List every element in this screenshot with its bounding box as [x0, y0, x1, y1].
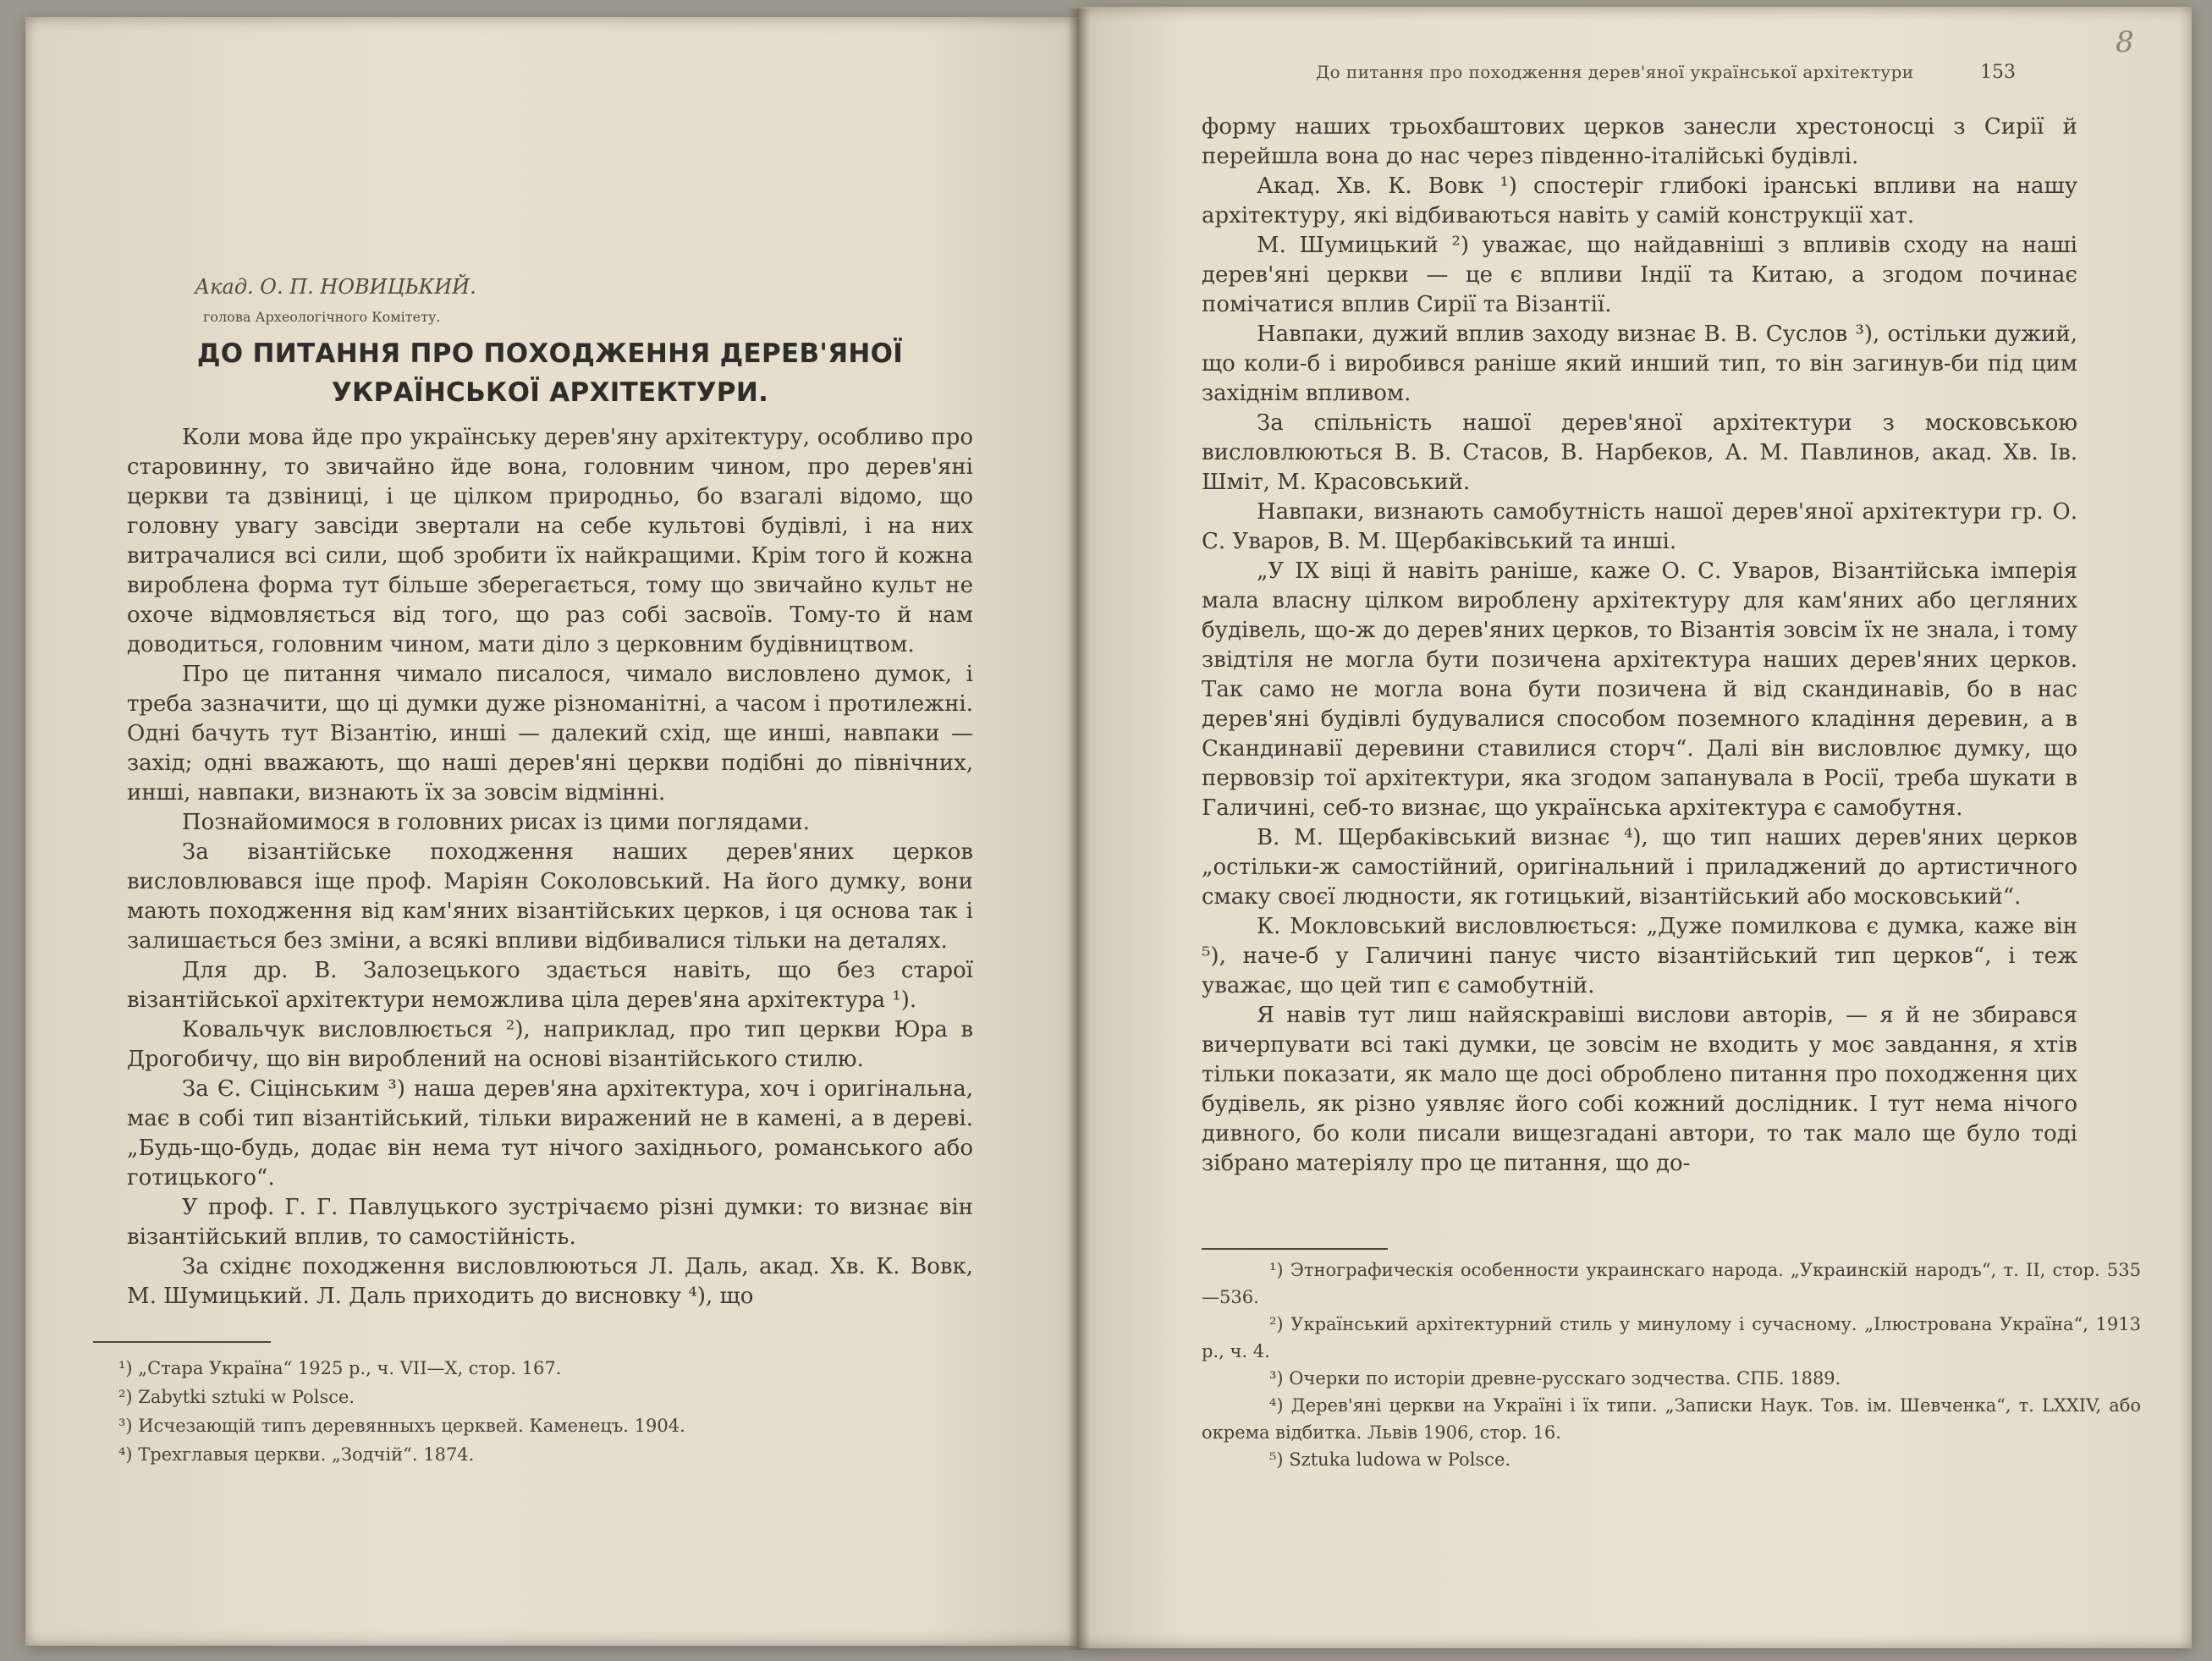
- paragraph: М. Шумицький ²) уважає, що найдавніші з впливів сходу на наші дерев'яні церкви — це є впливи Індії та Китаю, а згодом починає помічатися вплив Сирії та Візантії.: [1202, 233, 2077, 317]
- article-title: ДО ПИТАННЯ ПРО ПОХОДЖЕННЯ ДЕРЕВ'ЯНОЇ УКРАЇНСЬКОЇ АРХІТЕКТУРИ.: [196, 338, 904, 408]
- footnote: ²) Український архітектурний стиль у минулому і сучасному. „Ілюстрована Україна“, 1913 р., ч. 4.: [1202, 1314, 2141, 1361]
- running-head: До питання про походження дерев'яної української архітектури: [1316, 62, 1914, 82]
- footnote: ³) Исчезающій типъ деревянныхъ церквей. Каменецъ. 1904.: [118, 1416, 685, 1436]
- paragraph: Навпаки, визнають самобутність нашої дерев'яної архітектури гр. О. С. Уваров, В. М. Щербаківський та инші.: [1202, 499, 2077, 554]
- right-body-text: [1202, 113, 2077, 1179]
- paragraph: Про це питання чимало писалося, чимало висловлено думок, і треба зазначити, що ці думки дуже різноманітні, а часом і протилежні. Одні бачуть тут Візантію, инші — далекий схід, ще инші, навпаки — захід; одні вважають, що наші дерев'яні церкви подібні до північних, инші, навпаки, визнають їх за зовсім відмінні.: [127, 662, 973, 806]
- paragraph: Познайомимося в головних рисах із цими поглядами.: [182, 810, 810, 835]
- right-footnotes: [1202, 1257, 2141, 1473]
- author-name: Акад. О. П. НОВИЦЬКИЙ.: [195, 275, 476, 299]
- paragraph: К. Мокловський висловлюється: „Дуже помилкова є думка, каже він ⁵), наче-б у Галичині панує чисто візантійський тип церков“, і теж уважає, що цей тип є самобутній.: [1202, 914, 2077, 998]
- paragraph: За східнє походження висловлюються Л. Даль, акад. Хв. К. Вовк, М. Шумицький. Л. Даль приходить до висновку ⁴), що: [127, 1254, 973, 1309]
- author-role: голова Археологічного Комітету.: [203, 309, 441, 325]
- paragraph: За спільність нашої дерев'яної архітектури з московською висловлюються В. В. Стасов, В. Нарбеков, А. М. Павлинов, акад. Хв. Ів. Шміт, М. Красовський.: [1202, 410, 2077, 495]
- book-gutter: [1068, 8, 1090, 1650]
- footnote: ⁴) Трехглавыя церкви. „Зодчій“. 1874.: [118, 1444, 475, 1465]
- left-body-text: [127, 423, 973, 1312]
- paragraph: Акад. Хв. К. Вовк ¹) спостеріг глибокі іранські впливи на нашу архітектуру, які відбиваються навіть у самій конструкції хат.: [1202, 173, 2077, 228]
- paragraph: Коли мова йде про українську дерев'яну архітектуру, особливо про старовинну, то звичайно йде вона, головним чином, про дерев'яні церкви та дзвіниці, і це цілком природньо, бо взагалі відомо, що головну увагу зaвсіди звертали на себе культові будівлі, і на них витрачалися всі сили, щоб зробити їх найкращими. Крім того й кожна вироблена форма тут більше зберегається, тому що звичайно культ не охоче відмовляється від того, що раз собі засвоїв. Тому-то й нам доводиться, головним чином, мати діло з церковним будівництвом.: [127, 425, 973, 657]
- paragraph: За візантійське походження наших дерев'яних церков висловлювався іще проф. Маріян Соколовський. На його думку, вони мають походження від кам'яних візантійських церков, і ця основа так і залишається без зміни, а всякі впливи відбивалися тільки на деталях.: [127, 839, 973, 954]
- footnote-divider: [1202, 1248, 1388, 1250]
- footnote-divider: [93, 1341, 271, 1343]
- paragraph: Я навів тут лиш найяскравіші вислови авторів, — я й не збирався вичерпувати всі такі думки, це зовсім не входить у моє завдання, я хтів тільки показати, як мало ще досі оброблено питання про походження цих будівель, як різно уявляє його собі кожний дослідник. І тут нема нічого дивного, бо коли писали вищезгадані автори, то так мало ще було тоді зібрано матеріялу про це питання, що до-: [1202, 1003, 2077, 1176]
- page-number: 153: [1980, 62, 2016, 83]
- footnote: ¹) Этнографическія особенности украинскаго народа. „Украинскій народъ“, т. II, стор. 535—536.: [1202, 1260, 2141, 1307]
- footnote: ¹) „Стара Україна“ 1925 р., ч. VII—X, стор. 167.: [118, 1358, 562, 1378]
- pencil-mark: 8: [2116, 25, 2134, 59]
- paragraph: Для др. В. Залозецького здається навіть, що без старої візантійської архітектури неможлива ціла дерев'яна архітектура ¹).: [127, 958, 973, 1013]
- footnote: ⁴) Дерев'яні церкви на Україні і їх типи. „Записки Наук. Тов. ім. Шевченка“, т. LXXIV, або окрема відбитка. Львів 1906, стор. 16.: [1202, 1395, 2141, 1443]
- paragraph: За Є. Сіцінським ³) наша дерев'яна архітектура, хоч і оригінальна, має в собі тип візантійський, тільки виражений не в камені, а в дереві. „Будь-що-будь, додає він нема тут нічого західнього, романського або готицького“.: [127, 1076, 973, 1191]
- paragraph: У проф. Г. Г. Павлуцького зустрічаємо різні думки: то визнає він візантійський вплив, то самостійність.: [127, 1195, 973, 1250]
- left-footnotes: [118, 1354, 922, 1469]
- paragraph: форму наших трьохбаштових церков занесли хрестоносці з Сирії й перейшла вона до нас через південно-італійські будівлі.: [1202, 114, 2077, 169]
- paragraph: Навпаки, дужий вплив заходу визнає В. В. Суслов ³), остільки дужий, що коли-б і виробився раніше який инший тип, то він загинув-би під цим західнім впливом.: [1202, 322, 2077, 406]
- paragraph: В. М. Щербаківський визнає ⁴), що тип наших дерев'яних церков „остільки-ж самостійний, оригінальний і приладжений до артистичного смаку своєї людности, як готицький, візантійський або московський“.: [1202, 825, 2077, 910]
- right-page: [1079, 7, 2192, 1648]
- left-page: [25, 17, 1079, 1646]
- paragraph: Ковальчук висловлюється ²), наприклад, про тип церкви Юра в Дрогобичу, що він вироблений на основі візантійського стилю.: [127, 1017, 973, 1072]
- footnote: ⁵) Sztuka ludowa w Polsce.: [1269, 1449, 1511, 1470]
- paragraph: „У IX віці й навіть раніше, каже О. С. Уваров, Візантійська імперія мала власну цілком вироблену архітектуру для кам'яних або цегляних будівель, що-ж до дерев'яних церков, то Візантія зовсім їх не знала, і тому звідтіля не могла бути позичена архітектура наших дерев'яних церков. Так само не могла вона бути позичена й від скандинавів, бо в нас дерев'яні будівлі будувалися способом поземного кладіння деревин, а в Скандинавії деревини ставилися сторч“. Далі він висловлює думку, що первовзір тої архітектури, яка згодом запанувала в Росії, треба шукати в Галичині, себ-то визнає, що українська архітектура є самобутня.: [1202, 558, 2077, 821]
- footnote: ³) Очерки по исторіи древне-русскаго зодчества. СПБ. 1889.: [1269, 1368, 1841, 1389]
- footnote: ²) Zabytki sztuki w Polsce.: [118, 1387, 355, 1407]
